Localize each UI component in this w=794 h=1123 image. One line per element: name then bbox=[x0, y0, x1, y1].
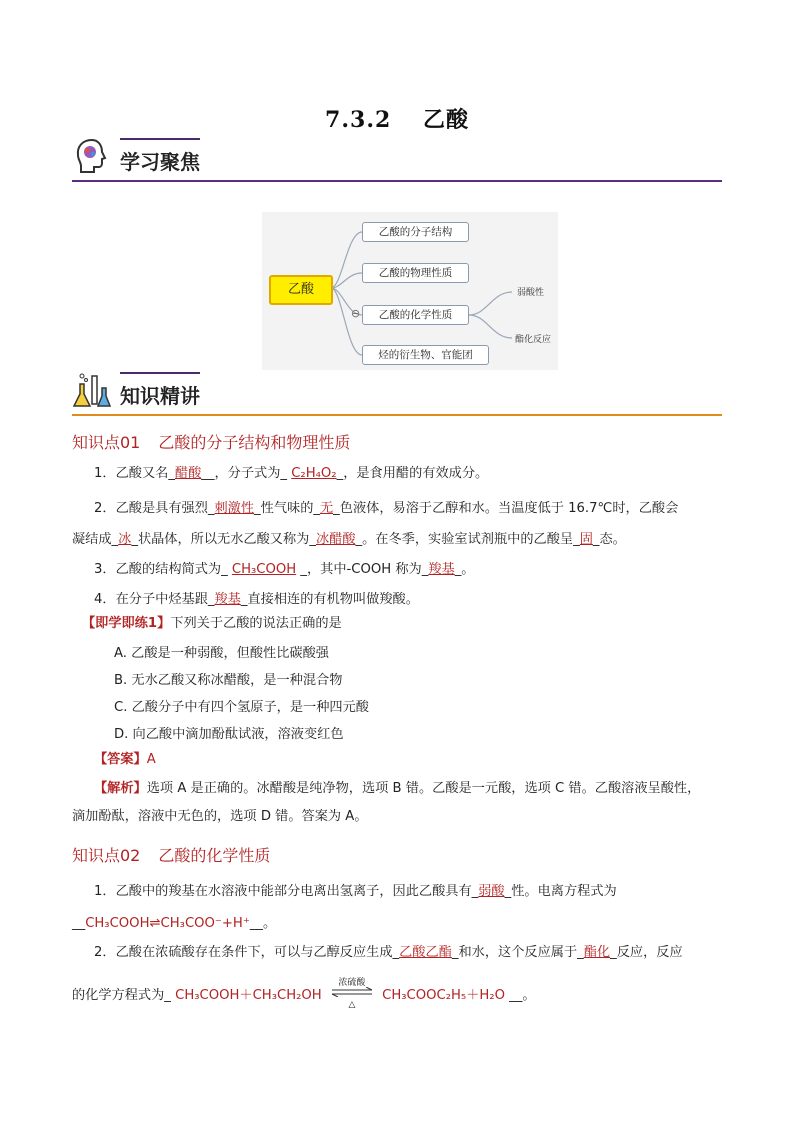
answer-text: 羧基 bbox=[214, 592, 241, 607]
paragraph-1 bbox=[72, 462, 724, 486]
text: _反应，反应 bbox=[610, 945, 683, 960]
option-d: D. 向乙酸中滴加酚酞试液，溶液变红色 bbox=[114, 727, 344, 742]
section-title: 学习聚焦 bbox=[120, 150, 200, 174]
section-title: 知识精讲 bbox=[120, 384, 200, 408]
header-top-line bbox=[120, 138, 200, 140]
collapse-icon[interactable]: ⊖ bbox=[351, 307, 361, 320]
section-rule bbox=[72, 414, 722, 416]
section-rule bbox=[72, 180, 722, 182]
kp-number: 知识点01 bbox=[72, 433, 141, 452]
text: 2．乙酸是具有强烈_ bbox=[94, 501, 215, 516]
answer-tag: 【答案】 bbox=[94, 752, 147, 767]
text: 的化学方程式为_ bbox=[72, 988, 176, 1003]
practice-question bbox=[82, 612, 734, 636]
ionization-equation: CH₃COOH⇌CH₃COO⁻+H⁺ bbox=[85, 916, 250, 931]
text: _性气味的_ bbox=[254, 501, 320, 516]
mindmap-node-structure: 乙酸的分子结构 bbox=[362, 222, 469, 242]
answer-text: 冰醋酸 bbox=[315, 532, 356, 547]
text: _状晶体，所以无水乙酸又称为_ bbox=[131, 532, 316, 547]
answer-text: 刺激性 bbox=[214, 501, 255, 516]
mindmap-leaf-acidity: 弱酸性 bbox=[517, 288, 545, 298]
page-title: 7.3.2 乙酸 bbox=[325, 107, 469, 133]
answer-text: 羧基 bbox=[428, 562, 455, 577]
text: 凝结成_ bbox=[72, 532, 119, 547]
brain-head-icon bbox=[72, 136, 112, 176]
answer-text: 固 bbox=[579, 532, 593, 547]
answer-text: 无 bbox=[319, 501, 334, 516]
mindmap-leaf-esterification: 酯化反应 bbox=[515, 335, 552, 345]
reactants: CH₃COOH＋CH₃CH₂OH bbox=[175, 988, 322, 1003]
text: _态。 bbox=[592, 532, 626, 547]
answer-text: C₂H₄O₂ bbox=[291, 466, 337, 481]
text: 1．乙酸中的羧基在水溶液中能部分电离出氢离子，因此乙酸具有_ bbox=[94, 884, 479, 899]
text: 滴加酚酞，溶液中无色的，选项 D 错。答案为 A。 bbox=[72, 809, 368, 824]
paragraph-4 bbox=[72, 588, 724, 612]
ester-equation-line bbox=[72, 978, 724, 1010]
answer-text: 乙酸乙酯 bbox=[399, 945, 452, 960]
paragraph-3 bbox=[72, 558, 724, 582]
question-text: 下列关于乙酸的说法正确的是 bbox=[170, 616, 342, 631]
knowledge-point-01 bbox=[72, 430, 350, 453]
paragraph-2 bbox=[72, 493, 724, 555]
kp-number: 知识点02 bbox=[72, 846, 141, 865]
answer-text: 弱酸 bbox=[478, 884, 505, 899]
answer-line bbox=[94, 748, 746, 772]
text: 2．乙酸在浓硫酸存在条件下，可以与乙醇反应生成_ bbox=[94, 945, 400, 960]
condition-catalyst: 浓硫酸 bbox=[338, 978, 366, 988]
text: 4．在分子中烃基跟_ bbox=[94, 592, 215, 607]
condition-heat: △ bbox=[348, 1000, 356, 1010]
mindmap-node-chemical: 乙酸的化学性质 bbox=[362, 305, 469, 325]
mindmap-node-physical: 乙酸的物理性质 bbox=[362, 263, 469, 283]
analysis bbox=[72, 775, 724, 831]
text: _。在冬季，实验室试剂瓶中的乙酸呈_ bbox=[355, 532, 580, 547]
text: _，是食用醋的有效成分。 bbox=[336, 466, 489, 481]
answer-text: 酯化 bbox=[583, 945, 611, 960]
section-header-knowledge bbox=[72, 370, 722, 416]
text: 选项 A 是正确的。冰醋酸是纯净物，选项 B 错。乙酸是一元酸，选项 C 错。乙酸溶液呈酸性， bbox=[146, 781, 701, 796]
text: _色液体，易溶于乙醇和水。当温度低于 16.7℃时，乙酸会 bbox=[333, 501, 679, 516]
knowledge-point-02 bbox=[72, 843, 270, 866]
kp-title: 乙酸的分子结构和物理性质 bbox=[158, 433, 351, 452]
text: __。 bbox=[504, 988, 536, 1003]
text: 3．乙酸的结构简式为_ bbox=[94, 562, 232, 577]
section-header-focus bbox=[72, 136, 722, 182]
text: 1．乙酸又名_ bbox=[94, 466, 175, 481]
chem-paragraph-2 bbox=[72, 941, 724, 965]
practice-tag: 【即学即练1】 bbox=[82, 616, 171, 631]
text: __ bbox=[72, 916, 86, 931]
option-b: B. 无水乙酸又称冰醋酸，是一种混合物 bbox=[114, 673, 343, 688]
text: __，分子式为_ bbox=[201, 466, 292, 481]
lab-flask-icon bbox=[72, 370, 112, 410]
text: __。 bbox=[249, 916, 277, 931]
mindmap-node-derivatives: 烃的衍生物、官能团 bbox=[362, 345, 489, 365]
option-c: C. 乙酸分子中有四个氢原子，是一种四元酸 bbox=[114, 700, 369, 715]
text: _。 bbox=[454, 562, 475, 577]
text: _，其中-COOH 称为_ bbox=[296, 562, 429, 577]
chem-paragraph-1 bbox=[72, 876, 724, 940]
answer-text: CH₃COOH bbox=[231, 562, 297, 577]
kp-title: 乙酸的化学性质 bbox=[158, 846, 271, 865]
reaction-arrow bbox=[330, 978, 374, 1010]
mindmap bbox=[262, 212, 558, 370]
products: CH₃COOC₂H₅＋H₂O bbox=[382, 988, 505, 1003]
mindmap-root: 乙酸 bbox=[269, 275, 333, 305]
header-top-line bbox=[120, 372, 200, 374]
answer-text: 冰 bbox=[118, 532, 132, 547]
answer-value: A bbox=[146, 752, 156, 767]
answer-text: 醋酸 bbox=[174, 466, 202, 481]
option-a: A. 乙酸是一种弱酸，但酸性比碳酸强 bbox=[114, 646, 329, 661]
text: _直接相连的有机物叫做羧酸。 bbox=[240, 592, 419, 607]
text: _和水，这个反应属于_ bbox=[451, 945, 584, 960]
text: _性。电离方程式为 bbox=[504, 884, 617, 899]
analysis-tag: 【解析】 bbox=[94, 781, 147, 796]
